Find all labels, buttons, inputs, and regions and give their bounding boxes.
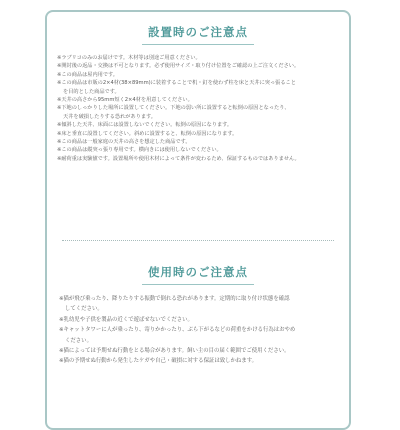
section-divider (62, 240, 334, 241)
note-line: ※猫によっては予期せぬ行動をとる場合があります。飼い主の目の届く範囲でご使用ください。 (59, 348, 290, 355)
note-line: ※耐荷重は実験値です。設置場所や使用木材によって条件が変わるため、保証するものではありません。 (57, 155, 300, 162)
note-line: ※床と垂直に設置してください。斜めに設置すると、転倒の原因になります。 (57, 130, 238, 137)
usage-notes-title: 使用時のご注意点 (148, 265, 248, 279)
note-line: してください。 (65, 306, 103, 313)
notice-panel (45, 10, 351, 430)
note-line: ※ラブリコのみのお届けです。木材等は別途ご用意ください。 (57, 55, 201, 61)
installation-notes-title: 設置時のご注意点 (148, 25, 248, 39)
note-line: ※乳幼児や子供を製品の近くで遊ばせないでください。 (59, 316, 193, 323)
note-line: ※開封後の返品・交換は不可となります。必ず使用サイズ・取り付け位置をご確認の上ご注文ください。 (57, 63, 300, 70)
note-line: ※傾斜した天井、床面には設置しないでください。転倒の原因になります。 (57, 122, 233, 129)
note-line: ※猫が飛び乗ったり、降りたりする振動で倒れる恐れがあります。定期的に取り付け状態を確認 (59, 296, 290, 302)
note-line: ※この商品は屋内用です。 (57, 71, 118, 78)
note-line: ※下地のしっかりした場所に設置してください。下地の弱い所に設置すると転倒の原因となったり、 (57, 105, 290, 112)
note-line: ※この商品は一般家庭の天井の高さを想定した商品です。 (57, 139, 191, 146)
note-line: ※猫の予期せぬ行動から発生したケガや自己・破損に対する保証は致しかねます。 (59, 358, 258, 365)
note-line: ※天井の高さから95mm短く2×4材を用意してください。 (57, 97, 193, 104)
note-line: ※キャットタワーに人が乗ったり、寄りかかったり、ぶら下がるなどの荷重をかける行為はおやめ (59, 327, 296, 334)
title-underline (142, 44, 254, 45)
usage-notes-list (59, 294, 347, 367)
note-line: ください。 (65, 337, 92, 344)
note-line: を目的とした商品です。 (63, 88, 120, 95)
note-line: ※この商品は縦突っ張り専用です。横向きには使用しないでください。 (57, 147, 222, 154)
note-line: 天井を破損したりする恐れがあります。 (63, 113, 156, 120)
usage-notes-section (47, 264, 349, 367)
installation-notes-section (47, 24, 349, 163)
installation-notes-list (57, 54, 347, 163)
note-line: ※この商品は市販の2×4材(38×89mm)に装着することで机・釘を使わず柱を床と天井に突っ張ること (57, 80, 296, 87)
title-underline (142, 284, 254, 285)
